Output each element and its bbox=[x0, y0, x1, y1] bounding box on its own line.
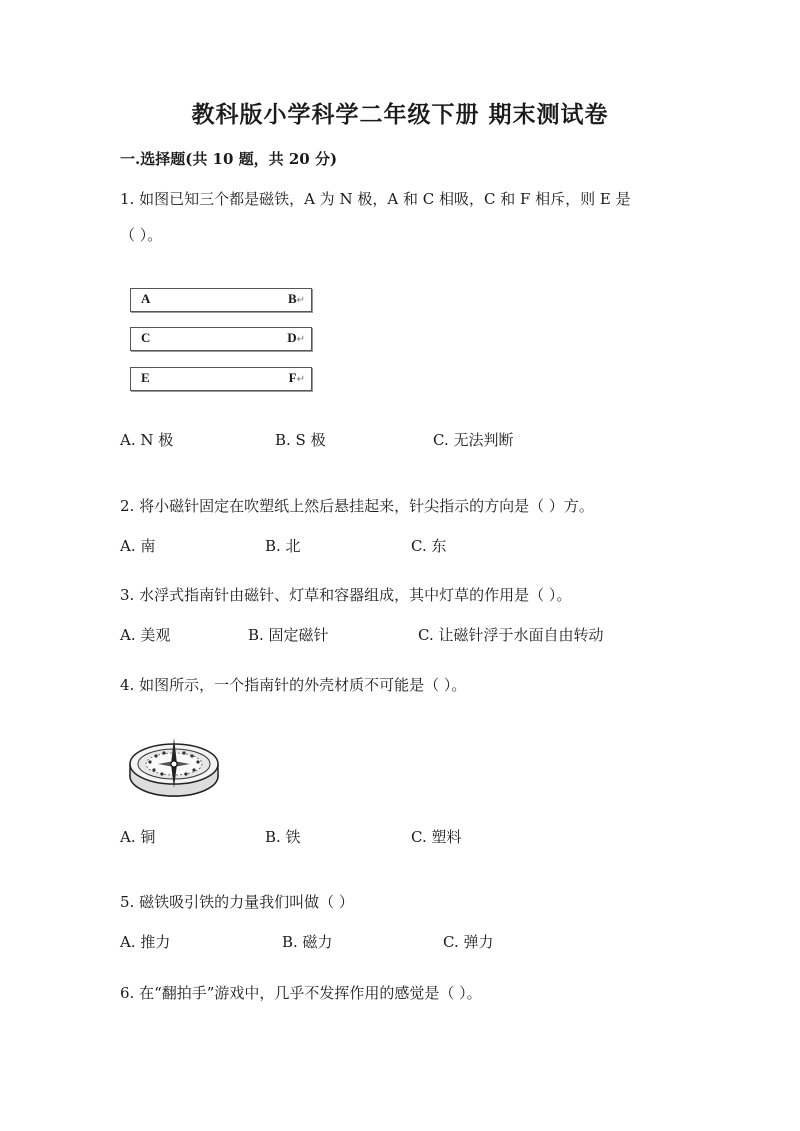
q4-option-c[interactable]: C. 塑料 bbox=[411, 828, 462, 846]
q3-option-c[interactable]: C. 让磁针浮于水面自由转动 bbox=[418, 626, 604, 644]
q1-option-b[interactable]: B. S 极 bbox=[275, 431, 326, 449]
q3-option-a[interactable]: A. 美观 bbox=[120, 626, 171, 644]
question-6-text: 6. 在“翻拍手”游戏中，几乎不发挥作用的感觉是（ ）。 bbox=[120, 984, 482, 1002]
q2-option-a[interactable]: A. 南 bbox=[120, 537, 156, 555]
magnet-label-e: E bbox=[141, 370, 150, 385]
return-mark: ↵ bbox=[296, 334, 305, 345]
magnet-ab bbox=[130, 288, 312, 312]
magnet-label-d: D bbox=[287, 330, 297, 345]
q2-option-c[interactable]: C. 东 bbox=[411, 537, 447, 555]
q3-option-b[interactable]: B. 固定磁针 bbox=[248, 626, 329, 644]
magnet-cd bbox=[130, 327, 312, 351]
question-1-text: 1. 如图已知三个都是磁铁，A 为 N 极，A 和 C 相吸，C 和 F 相斥，则 E 是 bbox=[120, 190, 631, 208]
q5-option-b[interactable]: B. 磁力 bbox=[282, 933, 333, 951]
magnet-label-b: B bbox=[287, 291, 297, 306]
magnet-ef bbox=[130, 367, 312, 391]
magnet-label-a: A bbox=[141, 291, 151, 306]
q1-option-a[interactable]: A. N 极 bbox=[120, 431, 174, 449]
return-mark: ↵ bbox=[296, 374, 305, 385]
question-4-text: 4. 如图所示，一个指南针的外壳材质不可能是（ ）。 bbox=[120, 676, 467, 694]
question-1-text-cont: （ ）。 bbox=[120, 226, 163, 244]
return-mark: ↵ bbox=[296, 295, 305, 306]
page-title: 教科版小学科学二年级下册 期末测试卷 bbox=[191, 101, 609, 128]
q2-option-b[interactable]: B. 北 bbox=[265, 537, 301, 555]
q5-option-a[interactable]: A. 推力 bbox=[120, 933, 171, 951]
q1-option-c[interactable]: C. 无法判断 bbox=[433, 431, 514, 449]
question-2-text: 2. 将小磁针固定在吹塑纸上然后悬挂起来，针尖指示的方向是（ ）方。 bbox=[120, 497, 594, 515]
question-3-text: 3. 水浮式指南针由磁针、灯草和容器组成，其中灯草的作用是（ ）。 bbox=[120, 586, 572, 604]
compass-image bbox=[128, 728, 220, 800]
magnet-label-c: C bbox=[141, 330, 151, 345]
magnet-label-f: F bbox=[288, 370, 297, 385]
question-5-text: 5. 磁铁吸引铁的力量我们叫做（ ） bbox=[120, 893, 354, 911]
q4-option-b[interactable]: B. 铁 bbox=[265, 828, 301, 846]
q5-option-c[interactable]: C. 弹力 bbox=[443, 933, 494, 951]
q4-option-a[interactable]: A. 铜 bbox=[120, 828, 156, 846]
section-heading: 一.选择题(共 10 题，共 20 分) bbox=[120, 150, 338, 168]
